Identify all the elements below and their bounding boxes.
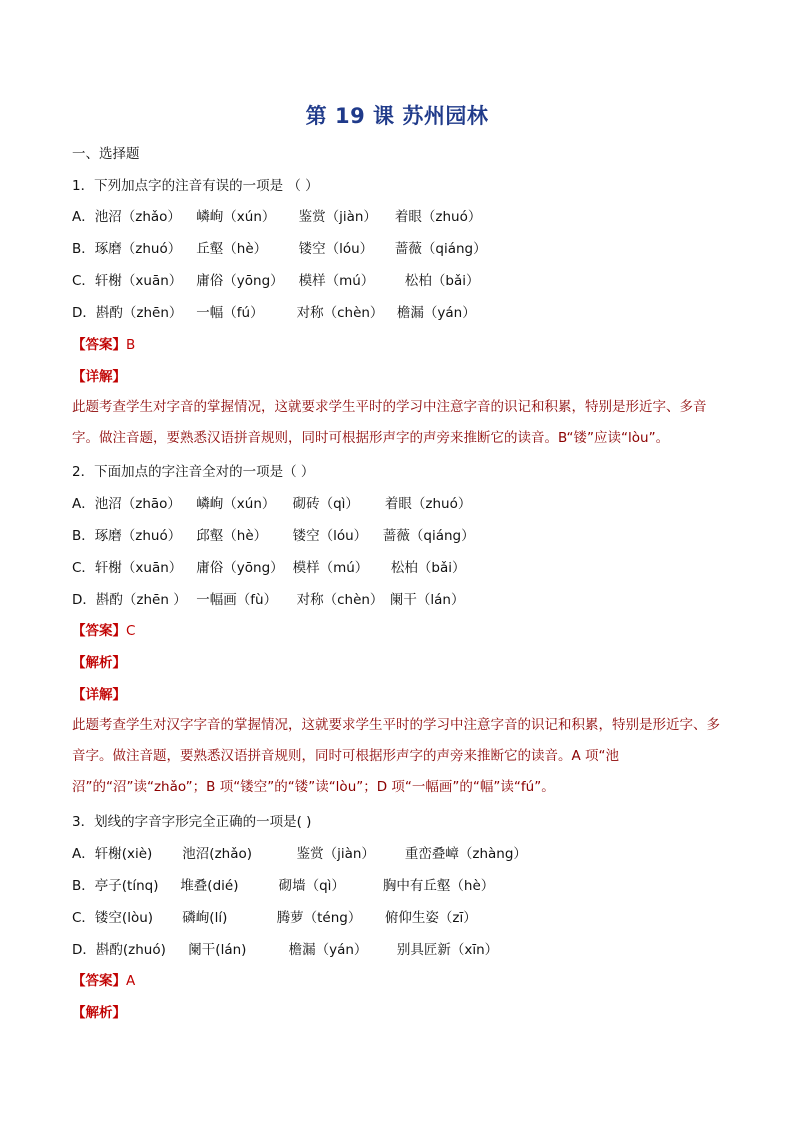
option-cell: 嶙峋（xún）	[196, 209, 276, 225]
option-cell: 鉴赏（jiàn）	[298, 209, 377, 225]
option-cell: 松柏（bǎi）	[404, 273, 480, 289]
option-cell: 堆叠(dié)	[180, 878, 239, 894]
q1-option-d	[72, 304, 476, 322]
q2-analysis-heading	[72, 654, 126, 672]
option-cell: 对称（chèn）	[296, 592, 384, 608]
option-cell: 庸俗（yōng）	[196, 560, 284, 576]
answer-tag: 【答案】	[72, 623, 126, 639]
option-cell: 砌墙（qì）	[278, 878, 345, 894]
answer-value: B	[126, 337, 136, 353]
option-cell: C．镂空(lòu)	[72, 910, 154, 926]
q2-option-d	[72, 591, 464, 609]
q3-analysis-heading	[72, 1004, 126, 1022]
option-cell: 对称（chèn）	[296, 305, 384, 321]
option-cell: 俯仰生姿（zī）	[384, 910, 477, 926]
option-cell: 着眼（zhuó）	[384, 496, 472, 512]
option-cell: A．池沼（zhǎo）	[72, 209, 181, 225]
q1-detail-text: 此题考查学生对字音的掌握情况，这就要求学生平时的学习中注意字音的识记和积累，特别是形近字、多音字。做注音题，要熟悉汉语拼音规则，同时可根据形声字的声旁来推断它的读音。B“镂”应读“lòu”。	[72, 399, 707, 446]
option-cell: 邱壑（hè）	[196, 528, 268, 544]
q1-option-b	[72, 240, 487, 258]
option-cell: C．轩榭（xuān）	[72, 560, 183, 576]
q2-answer	[72, 622, 135, 640]
option-cell: 磷峋(lí)	[182, 910, 228, 926]
q1-detail-heading	[72, 368, 126, 386]
analysis-tag: 【解析】	[72, 1005, 126, 1021]
option-cell: 腾萝（téng）	[276, 910, 362, 926]
answer-value: A	[126, 973, 136, 989]
option-cell: D．斟酌(zhuó)	[72, 942, 166, 958]
q1-option-c	[72, 272, 479, 290]
q2-option-a	[72, 495, 471, 513]
option-cell: C．轩榭（xuān）	[72, 273, 183, 289]
q2-detail-text: 此题考查学生对汉字字音的掌握情况，这就要求学生平时的学习中注意字音的识记和积累，特别是形近字、多音字。做注音题，要熟悉汉语拼音规则，同时可根据形声字的声旁来推断它的读音。A 项“池沼”的“沼”读“zhǎo”；B 项“镂空”的“镂”读“lòu”；D 项“一幅画”的“幅”读“fú”。	[72, 717, 720, 795]
option-cell: 模样（mú）	[298, 273, 375, 289]
option-cell: B．琢磨（zhuó）	[72, 528, 182, 544]
detail-tag: 【详解】	[72, 369, 126, 385]
q1-option-a	[72, 208, 481, 226]
option-cell: 镂空（lóu）	[292, 528, 368, 544]
option-cell: D．斟酌（zhēn）	[72, 305, 183, 321]
page-title: 第 19 课 苏州园林	[305, 104, 489, 128]
option-cell: 一幅（fú）	[196, 305, 264, 321]
q2-option-c	[72, 559, 465, 577]
option-cell: 丘壑（hè）	[196, 241, 268, 257]
q3-option-b	[72, 877, 494, 895]
detail-tag: 【详解】	[72, 687, 126, 703]
answer-tag: 【答案】	[72, 337, 126, 353]
option-cell: B．琢磨（zhuó）	[72, 241, 182, 257]
option-cell: 重峦叠嶂（zhàng）	[404, 846, 527, 862]
q3-stem: 3．划线的字音字形完全正确的一项是( )	[72, 814, 312, 830]
option-cell: 檐漏（yán）	[288, 942, 368, 958]
option-cell: A．轩榭(xiè)	[72, 846, 153, 862]
option-cell: D．斟酌（zhēn ）	[72, 592, 187, 608]
option-cell: 着眼（zhuó）	[394, 209, 482, 225]
option-cell: 松柏（bǎi）	[390, 560, 466, 576]
q2-detail-heading	[72, 686, 126, 704]
answer-value: C	[126, 623, 136, 639]
q2-stem: 2．下面加点的字注音全对的一项是（ ）	[72, 464, 315, 480]
option-cell: 模样（mú）	[292, 560, 369, 576]
section-heading: 一、选择题	[72, 146, 140, 162]
q1-answer	[72, 336, 135, 354]
option-cell: 檐漏（yán）	[396, 305, 476, 321]
option-cell: 鉴赏（jiàn）	[296, 846, 375, 862]
option-cell: 阑干（lán）	[389, 592, 465, 608]
option-cell: 一幅画（fù）	[196, 592, 278, 608]
option-cell: A．池沼（zhāo）	[72, 496, 181, 512]
answer-tag: 【答案】	[72, 973, 126, 989]
analysis-tag: 【解析】	[72, 655, 126, 671]
option-cell: 胸中有丘壑（hè）	[382, 878, 495, 894]
option-cell: 阑干(lán)	[188, 942, 247, 958]
q3-option-c	[72, 909, 477, 927]
option-cell: 池沼(zhǎo)	[182, 846, 253, 862]
q3-option-d	[72, 941, 498, 959]
q3-option-a	[72, 845, 527, 863]
option-cell: 镂空（lóu）	[298, 241, 374, 257]
option-cell: 别具匠新（xīn）	[396, 942, 499, 958]
q1-stem: 1．下列加点字的注音有误的一项是 （ ）	[72, 178, 319, 194]
option-cell: B．亭子(tínq)	[72, 878, 159, 894]
q2-option-b	[72, 527, 475, 545]
option-cell: 蔷薇（qiáng）	[382, 528, 475, 544]
option-cell: 嶙峋（xún）	[196, 496, 276, 512]
option-cell: 庸俗（yōng）	[196, 273, 284, 289]
option-cell: 砌砖（qì）	[292, 496, 359, 512]
q3-answer	[72, 972, 135, 990]
option-cell: 蔷薇（qiáng）	[394, 241, 487, 257]
